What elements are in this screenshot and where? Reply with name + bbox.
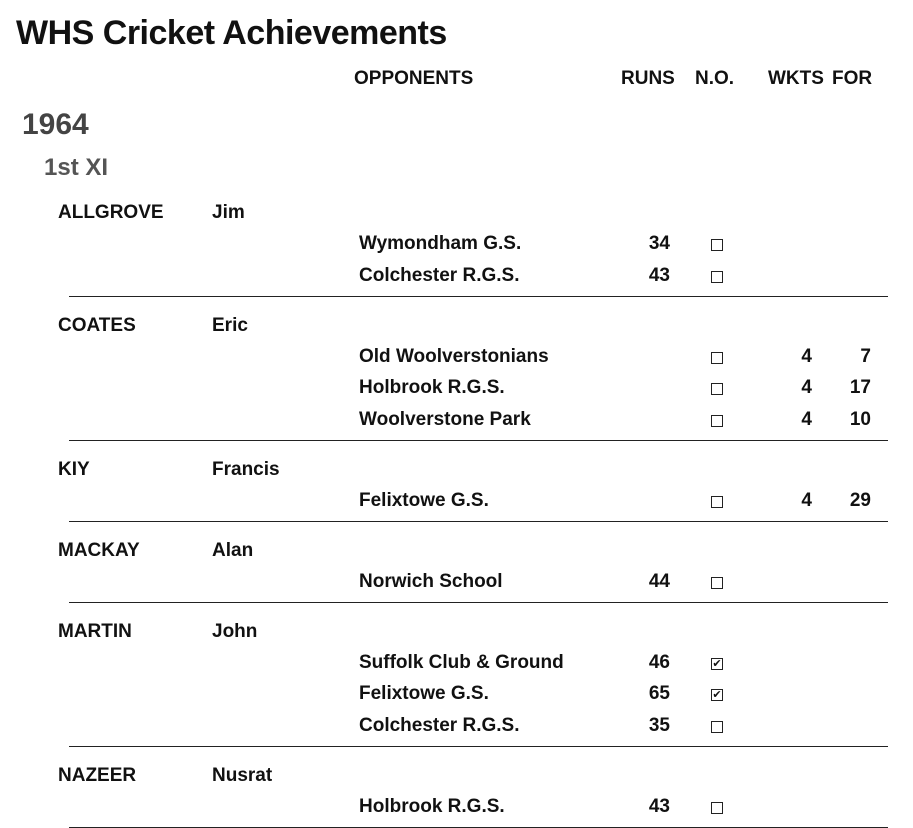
not-out-checkbox (711, 577, 723, 589)
column-header-wkts: WKTS (768, 68, 824, 89)
runs-value: 43 (648, 795, 670, 817)
for-value: 7 (860, 345, 871, 367)
player-surname: NAZEER (58, 764, 137, 786)
player-surname: KIY (58, 458, 90, 480)
runs-value: 35 (648, 714, 670, 736)
wkts-value: 4 (801, 489, 812, 511)
divider (69, 296, 888, 297)
column-header-not-out: N.O. (695, 68, 735, 89)
runs-value: 44 (648, 570, 670, 592)
column-header-opponents: OPPONENTS (354, 68, 474, 89)
not-out-checkbox (711, 802, 723, 814)
divider (69, 602, 888, 603)
page-title: WHS Cricket Achievements (16, 14, 447, 52)
runs-value: 43 (648, 264, 670, 286)
opponent-name: Wymondham G.S. (359, 233, 522, 254)
year-heading: 1964 (22, 108, 89, 141)
opponent-name: Holbrook R.G.S. (359, 795, 505, 817)
player-forename: Eric (212, 314, 248, 336)
opponent-name: Woolverstone Park (359, 408, 531, 430)
for-value: 17 (849, 377, 871, 398)
opponent-name: Old Woolverstonians (359, 345, 549, 367)
player-surname: COATES (58, 314, 136, 336)
divider (69, 746, 888, 747)
not-out-checkbox-checked: ✔ (712, 657, 722, 670)
for-value: 10 (849, 408, 871, 430)
player-forename: Jim (212, 202, 245, 223)
opponent-name: Colchester R.G.S. (359, 264, 520, 286)
opponent-name: Felixtowe G.S. (359, 683, 489, 704)
player-forename: Nusrat (212, 764, 273, 786)
opponent-name: Colchester R.G.S. (359, 714, 520, 736)
not-out-checkbox (711, 271, 723, 283)
opponent-name: Felixtowe G.S. (359, 489, 489, 511)
runs-value: 65 (648, 683, 670, 704)
runs-value: 34 (648, 233, 670, 254)
divider (69, 440, 888, 441)
player-surname: MARTIN (58, 620, 132, 642)
player-forename: Francis (212, 458, 280, 480)
not-out-checkbox (711, 239, 723, 251)
runs-value: 46 (648, 651, 670, 673)
not-out-checkbox (711, 352, 723, 364)
opponent-name: Suffolk Club & Ground (359, 651, 564, 673)
not-out-checkbox-checked: ✔ (712, 689, 722, 701)
for-value: 29 (849, 489, 871, 511)
player-forename: Alan (212, 539, 254, 561)
player-surname: MACKAY (58, 539, 140, 561)
wkts-value: 4 (801, 408, 812, 430)
team-heading: 1st XI (44, 154, 109, 181)
column-header-for: FOR (832, 68, 873, 89)
opponent-name: Holbrook R.G.S. (359, 377, 505, 398)
divider (69, 827, 888, 828)
player-forename: John (212, 620, 258, 642)
opponent-name: Norwich School (359, 570, 503, 592)
player-surname: ALLGROVE (58, 202, 164, 223)
not-out-checkbox (711, 415, 723, 427)
not-out-checkbox (711, 383, 723, 395)
wkts-value: 4 (801, 345, 812, 367)
not-out-checkbox (711, 496, 723, 508)
wkts-value: 4 (801, 377, 812, 398)
not-out-checkbox (711, 721, 723, 733)
divider (69, 521, 888, 522)
column-header-runs: RUNS (621, 68, 675, 89)
